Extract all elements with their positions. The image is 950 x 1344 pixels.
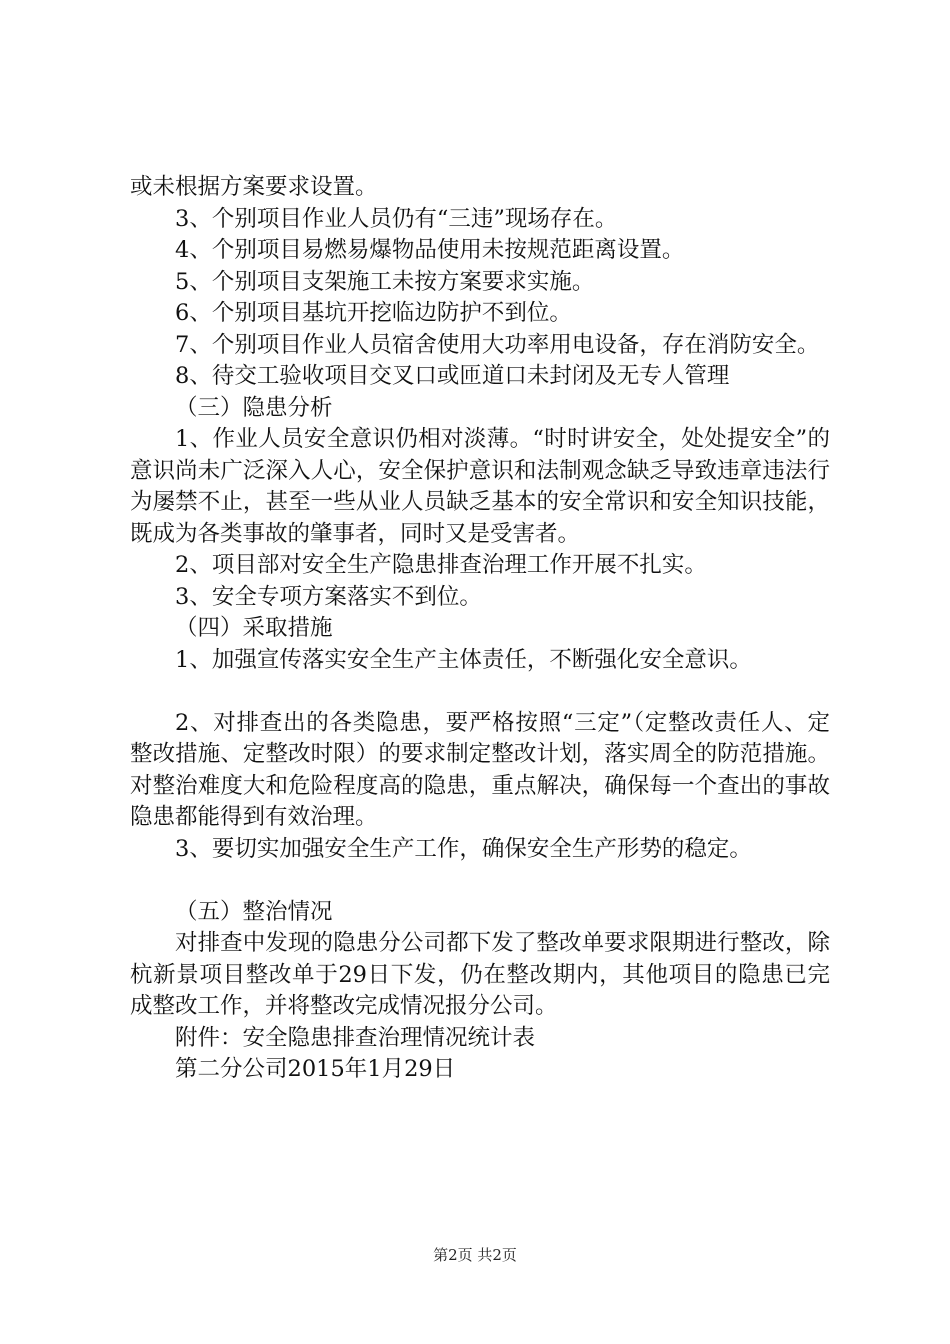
measure-item-3: 3、要切实加强安全生产工作，确保安全生产形势的稳定。	[175, 835, 752, 862]
page-number-footer: 第2页 共2页	[433, 1246, 517, 1264]
measure-item-2: 2、对排查出的各类隐患，要严格按照“三定”（定整改责任人、定整改措施、定整改时限）的要求制定整改计划，落实周全的防范措施。对整治难度大和危险程度高的隐患，重点解决，确保每一个查出的事故隐患都能得到有效治理。	[130, 709, 830, 830]
analysis-item-3: 3、安全专项方案落实不到位。	[175, 583, 482, 610]
attachment-line: 附件：安全隐患排查治理情况统计表	[175, 1024, 536, 1051]
section-heading-hazard-analysis: （三）隐患分析	[175, 394, 333, 421]
list-item-issue-4: 4、个别项目易燃易爆物品使用未按规范距离设置。	[175, 237, 685, 263]
analysis-item-1: 1、作业人员安全意识仍相对淡薄。“时时讲安全，处处提安全”的意识尚未广泛深入人心，安全保护意识和法制观念缺乏导致违章违法行为屡禁不止，甚至一些从业人员缺乏基本的安全常识和安全知识技能，既成为各类事故的肇事者，同时又是受害者。	[130, 426, 830, 547]
signature-date-line: 第二分公司2015年1月29日	[175, 1056, 456, 1082]
rectification-paragraph: 对排查中发现的隐患分公司都下发了整改单要求限期进行整改，除杭新景项目整改单于29日下发，仍在整改期内，其他项目的隐患已完成整改工作，并将整改完成情况报分公司。	[130, 930, 830, 1019]
paragraph-spacer	[130, 676, 830, 708]
section-heading-measures: （四）采取措施	[175, 615, 333, 641]
paragraph-continuation: 或未根据方案要求设置。	[130, 174, 378, 200]
analysis-item-2: 2、项目部对安全生产隐患排查治理工作开展不扎实。	[175, 552, 707, 578]
document-body	[130, 172, 830, 1086]
measure-item-1: 1、加强宣传落实安全生产主体责任，不断强化安全意识。	[175, 646, 752, 673]
list-item-issue-8: 8、待交工验收项目交叉口或匝道口未封闭及无专人管理	[175, 363, 730, 389]
list-item-issue-7: 7、个别项目作业人员宿舍使用大功率用电设备，存在消防安全。	[175, 331, 820, 358]
section-heading-rectification: （五）整治情况	[175, 898, 333, 925]
list-item-issue-5: 5、个别项目支架施工未按方案要求实施。	[175, 268, 595, 295]
list-item-issue-3: 3、个别项目作业人员仍有“三违”现场存在。	[175, 205, 618, 232]
paragraph-spacer	[130, 865, 830, 897]
list-item-issue-6: 6、个别项目基坑开挖临边防护不到位。	[175, 300, 572, 326]
